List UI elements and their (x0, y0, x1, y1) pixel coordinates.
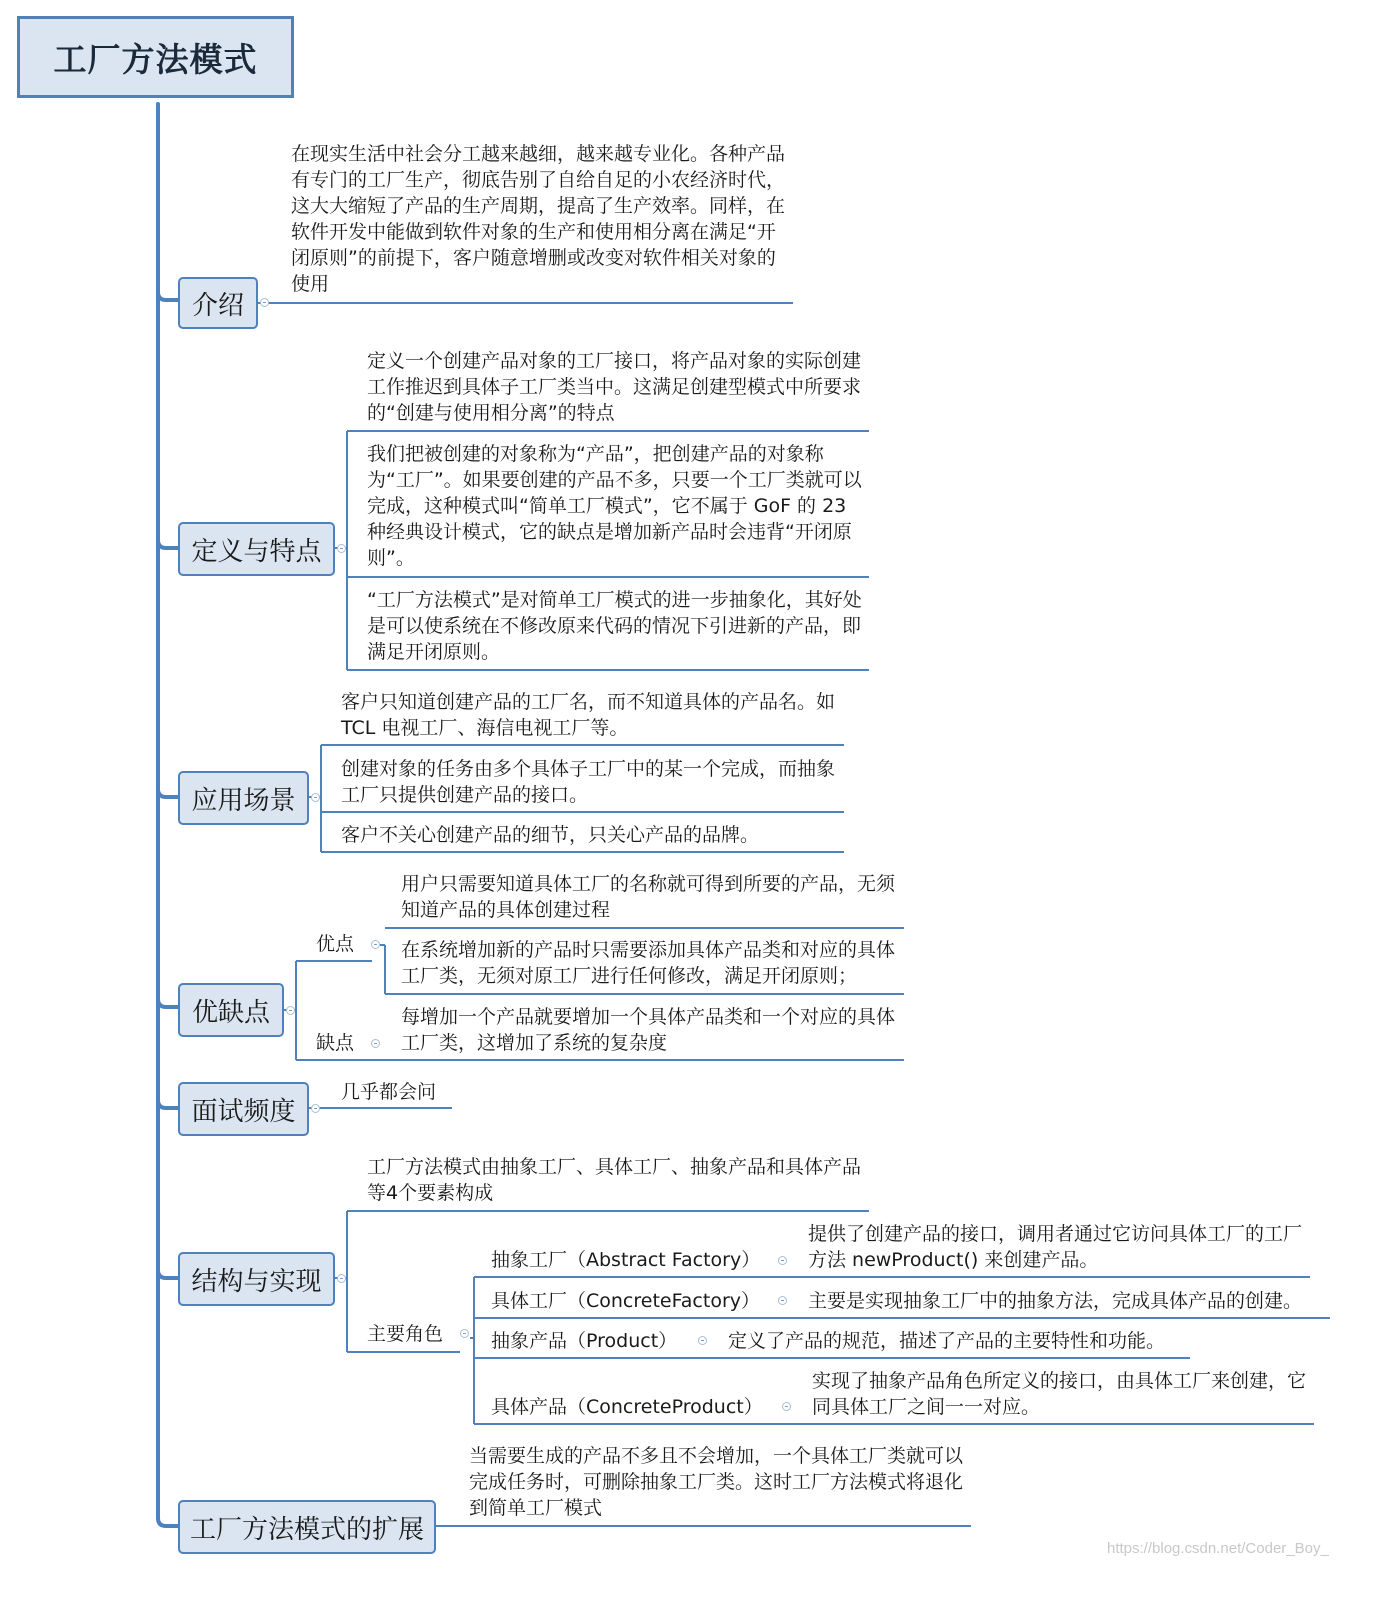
topic-frequency-label: 面试频度 (191, 1096, 296, 1127)
scenario-item-2: 创建对象的任务由多个具体子工厂中的某一个完成，而抽象工厂只提供创建产品的接口。 (341, 758, 836, 806)
role-abstract-product-desc: 定义了产品的规范，描述了产品的主要特性和功能。 (728, 1330, 1166, 1352)
topic-extension[interactable] (178, 1500, 436, 1554)
collapse-toggle-icon[interactable] (311, 1104, 320, 1113)
definition-item-2: 我们把被创建的对象称为“产品”，把创建产品的对象称为“工厂”。如果要创建的产品不多，只要一个工厂类就可以完成，这种模式叫“简单工厂模式”，它不属于 GoF 的 23 种经典设计模式，它的缺点是增加新产品时会违背“开闭原则”。 (367, 443, 862, 569)
collapse-toggle-icon[interactable] (337, 1274, 346, 1283)
collapse-toggle-icon[interactable] (311, 793, 320, 802)
scenario-item-3: 客户不关心创建产品的细节，只关心产品的品牌。 (341, 824, 760, 846)
collapse-toggle-icon[interactable] (371, 940, 380, 949)
topic-scenarios[interactable] (178, 771, 309, 825)
role-concrete-product-desc: 实现了抽象产品角色所定义的接口，由具体工厂来创建，它同具体工厂之间一一对应。 (812, 1370, 1307, 1418)
role-concrete-product[interactable]: 具体产品（ConcreteProduct） (491, 1396, 763, 1418)
cons-item-1: 每增加一个产品就要增加一个具体产品类和一个对应的具体工厂类，这增加了系统的复杂度 (401, 1006, 896, 1054)
collapse-toggle-icon[interactable] (778, 1256, 787, 1265)
collapse-toggle-icon[interactable] (778, 1296, 787, 1305)
watermark: https://blog.csdn.net/Coder_Boy_ (1107, 1540, 1329, 1557)
topic-intro[interactable] (178, 277, 258, 329)
structure-summary: 工厂方法模式由抽象工厂、具体工厂、抽象产品和具体产品等4个要素构成 (367, 1156, 862, 1204)
topic-frequency[interactable] (178, 1082, 309, 1136)
role-abstract-factory[interactable]: 抽象工厂（Abstract Factory） (491, 1249, 761, 1271)
topic-proscons-label: 优缺点 (191, 997, 270, 1028)
intro-text: 在现实生活中社会分工越来越细，越来越专业化。各种产品有专门的工厂生产，彻底告别了自给自足的小农经济时代，这大大缩短了产品的生产周期，提高了生产效率。同样，在软件开发中能做到软件对象的生产和使用相分离在满足“开闭原则”的前提下，客户随意增删或改变对软件相关对象的使用 (291, 143, 786, 295)
pros-item-1: 用户只需要知道具体工厂的名称就可得到所要的产品，无须知道产品的具体创建过程 (401, 873, 896, 921)
topic-structure[interactable] (178, 1252, 335, 1306)
role-concrete-factory-desc: 主要是实现抽象工厂中的抽象方法，完成具体产品的创建。 (808, 1290, 1303, 1312)
definition-item-1: 定义一个创建产品对象的工厂接口，将产品对象的实际创建工作推迟到具体子工厂类当中。这满足创建型模式中所要求的“创建与使用相分离”的特点 (367, 350, 862, 424)
collapse-toggle-icon[interactable] (286, 1006, 295, 1015)
topic-definition[interactable] (178, 522, 335, 576)
topic-scenarios-label: 应用场景 (191, 785, 296, 816)
collapse-toggle-icon[interactable] (337, 544, 346, 553)
pros-item-2: 在系统增加新的产品时只需要添加具体产品类和对应的具体工厂类，无须对原工厂进行任何修改，满足开闭原则； (401, 939, 896, 987)
roles-label[interactable]: 主要角色 (367, 1323, 444, 1345)
role-concrete-factory[interactable]: 具体工厂（ConcreteFactory） (491, 1290, 761, 1312)
collapse-toggle-icon[interactable] (371, 1039, 380, 1048)
role-abstract-factory-desc: 提供了创建产品的接口，调用者通过它访问具体工厂的工厂方法 newProduct() 来创建产品。 (808, 1223, 1303, 1271)
root-title: 工厂方法模式 (53, 39, 258, 79)
topic-structure-label: 结构与实现 (191, 1266, 322, 1297)
collapse-toggle-icon[interactable] (698, 1336, 707, 1345)
scenario-item-1: 客户只知道创建产品的工厂名，而不知道具体的产品名。如 TCL 电视工厂、海信电视工厂等。 (341, 691, 836, 739)
role-abstract-product[interactable]: 抽象产品（Product） (491, 1330, 678, 1352)
extension-text: 当需要生成的产品不多且不会增加，一个具体工厂类就可以完成任务时，可删除抽象工厂类。这时工厂方法模式将退化到简单工厂模式 (469, 1445, 964, 1519)
definition-item-3: “工厂方法模式”是对简单工厂模式的进一步抽象化，其好处是可以使系统在不修改原来代码的情况下引进新的产品，即满足开闭原则。 (367, 589, 862, 663)
pros-label[interactable]: 优点 (316, 933, 355, 955)
collapse-toggle-icon[interactable] (260, 298, 269, 307)
topic-definition-label: 定义与特点 (191, 536, 322, 567)
collapse-toggle-icon[interactable] (782, 1402, 791, 1411)
collapse-toggle-icon[interactable] (460, 1329, 469, 1338)
topic-intro-label: 介绍 (191, 290, 244, 321)
cons-label[interactable]: 缺点 (316, 1032, 355, 1054)
topic-extension-label: 工厂方法模式的扩展 (189, 1514, 424, 1545)
frequency-text: 几乎都会问 (341, 1081, 437, 1103)
topic-proscons[interactable] (178, 983, 284, 1037)
root-topic[interactable] (17, 16, 294, 98)
